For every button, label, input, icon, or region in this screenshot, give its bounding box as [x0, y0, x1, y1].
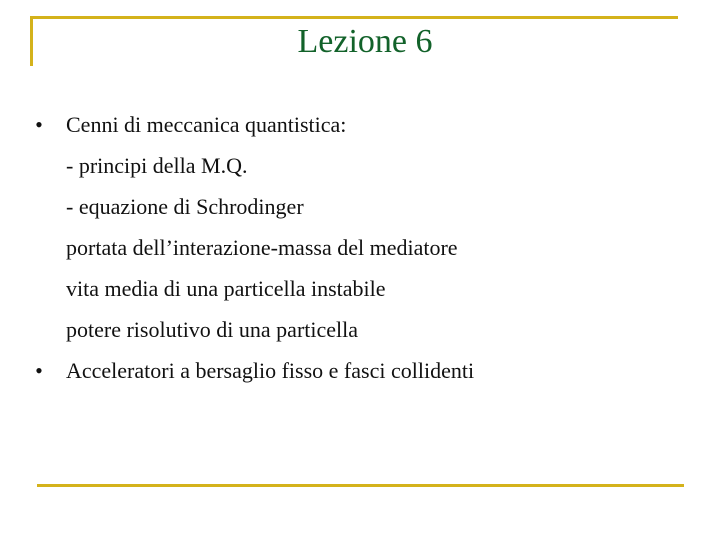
top-accent-rule: [30, 16, 678, 19]
bullet-item: [32, 104, 692, 145]
bottom-accent-rule: [37, 484, 684, 487]
bullet-marker: •: [35, 358, 43, 383]
sub-line: portata dell’interazione-massa del mediatore: [66, 235, 458, 260]
bullet-text: Cenni di meccanica quantistica:: [66, 112, 347, 137]
slide-title: Lezione 6: [297, 23, 433, 60]
bullet-marker: •: [35, 112, 43, 137]
sub-line: - principi della M.Q.: [66, 153, 248, 178]
sub-line: vita media di una particella instabile: [66, 276, 386, 301]
bullet-text: Acceleratori a bersaglio fisso e fasci collidenti: [66, 358, 475, 383]
sub-line: potere risolutivo di una particella: [66, 317, 359, 342]
sub-line: - equazione di Schrodinger: [66, 194, 304, 219]
bullet-item: [32, 350, 692, 391]
slide-body: [32, 104, 692, 391]
